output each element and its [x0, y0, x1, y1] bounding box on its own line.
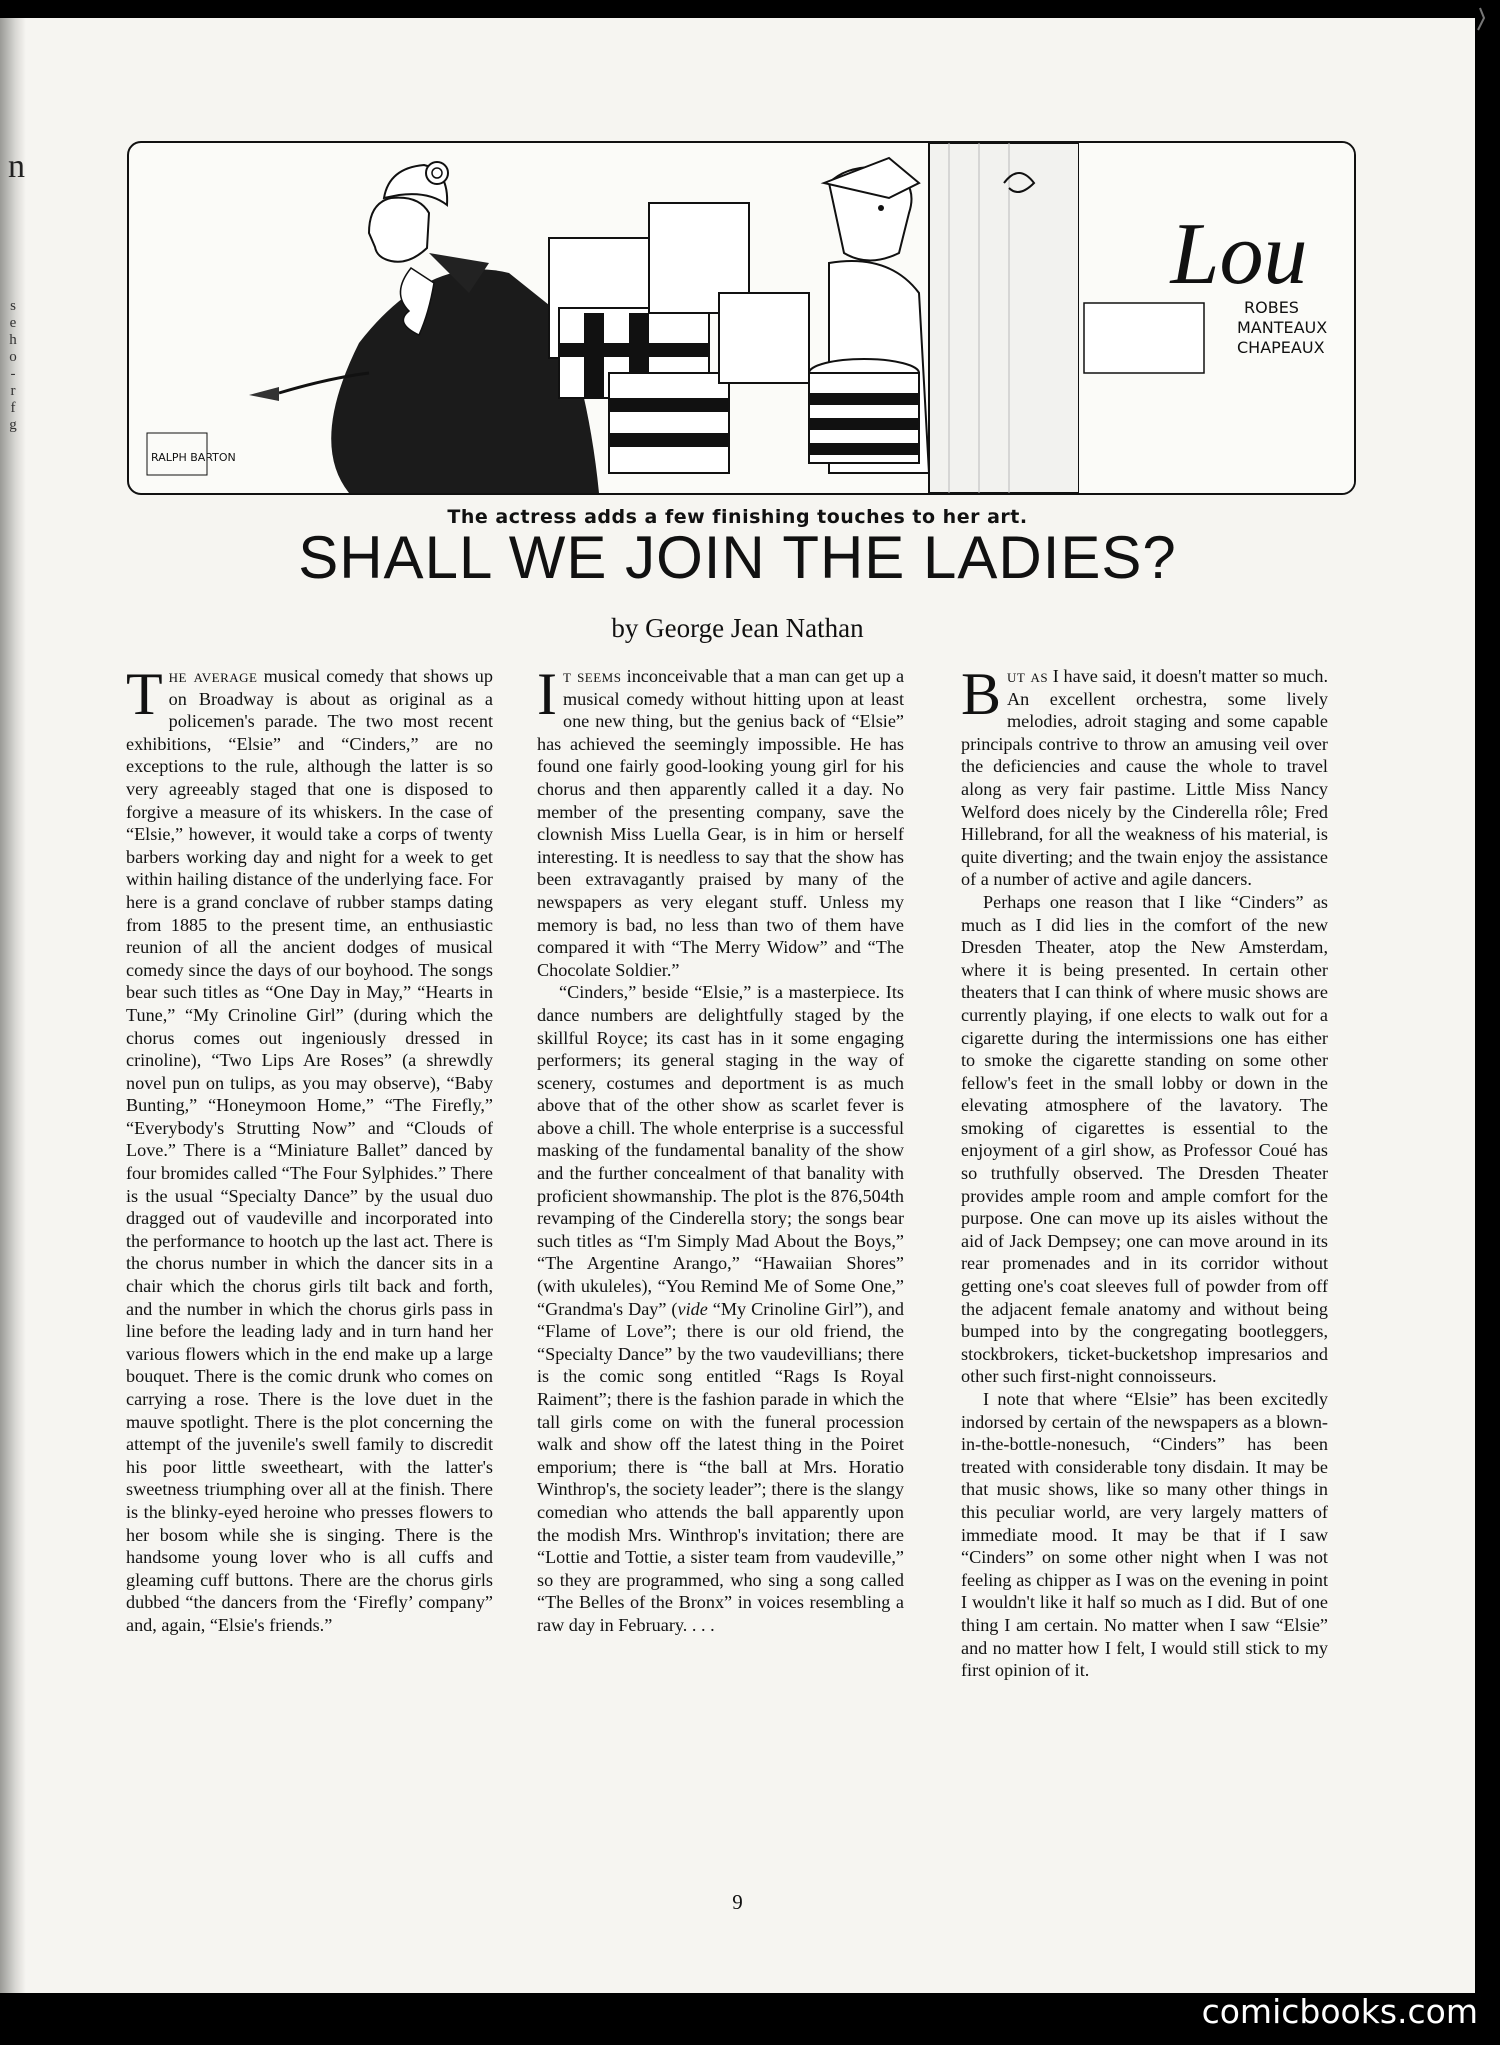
- shop-sign-line-2: MANTEAUX: [1237, 318, 1328, 337]
- page-number: 9: [732, 1890, 743, 1914]
- article-column-3: [961, 665, 1328, 1865]
- paragraph: [537, 665, 904, 981]
- lead-in: ut as: [1007, 666, 1049, 686]
- article-column-1: [126, 665, 493, 1865]
- illustration-caption: The actress adds a few finishing touches to her art.: [447, 506, 1028, 528]
- paragraph-text: I have said, it doesn't matter so much. An excellent orchestra, some lively melodies, adroit staging and some capable principals contrive to throw an amusing veil over the deficiencies and cause the whole to travel along as very fair pastime. Little Miss Nancy Welford does nicely by the Cinderella rôle; Fred Hillebrand, for all the weakness of his material, is quite diverting; and the twain enjoy the assistance of a number of active and agile dancers.: [961, 666, 1328, 890]
- shop-sign-line-3: CHAPEAUX: [1237, 338, 1325, 357]
- lead-in: t seems: [562, 666, 622, 686]
- paragraph: “Cinders,” beside “Elsie,” is a masterpiece. Its dance numbers are delightfully staged by the skillful Royce; its cast has in it some engaging performers; its general staging in the way of scenery, costumes and deportment is as much above that of the other show as scarlet fever is above a chill. The whole enterprise is a successful masking of the fundamental banality of the show and the further concealment of that banality with proficient showmanship. The plot is the 876,504th revamping of the Cinderella story; the songs bear such titles as “I'm Simply Mad About the Boys,” “The Argentine Arango,” “Hawaiian Shores” (with ukuleles), “You Remind Me of Some One,” “Grandma's Day” (vide “My Crinoline Girl”), and “Flame of Love”; there is our old friend, the “Specialty Dance” by the two vaudevillians; there is the comic song entitled “Rags Is Royal Raiment”; there is the fashion parade in which the tall girls come on with the funeral procession walk and show off the latest thing in the Poiret emporium; there is “the ball at Mrs. Horatio Winthrop's, the society leader”; there is the slangy comedian who attends the ball apparently upon the modish Mrs. Winthrop's invitation; there are “Lottie and Tottie, a sister team from vaudeville,” so they are programmed, who sing a song called “The Belles of the Bronx” in voices resembling a raw day in February. . . .: [537, 982, 904, 1635]
- scan-corner-mark: [1472, 6, 1490, 32]
- header-illustration: [127, 141, 1356, 495]
- article-title: SHALL WE JOIN THE LADIES?: [298, 524, 1177, 591]
- facing-page-fragments: s e h o - r f g: [9, 298, 17, 433]
- article-byline: by George Jean Nathan: [611, 613, 864, 643]
- paragraph: [961, 665, 1328, 891]
- article-column-2: [537, 665, 904, 1865]
- paragraph: Perhaps one reason that I like “Cinders” as much as I did lies in the comfort of the new Dresden Theater, atop the New Amsterdam, where it is being presented. In certain other theaters that I can think of where music shows are currently playing, if one elects to walk out for a cigarette during the intermissions one has either to smoke the cigarette standing on some other fellow's feet in the small lobby or down in the elevating atmosphere of the lavatory. The smoking of cigarettes is essential to the enjoyment of a girl show, as Professor Coué has so truthfully observed. The Dresden Theater provides ample room and ample comfort for the purpose. One can move up its aisles without the aid of Jack Dempsey; one can move around in its rear promenades and in its corridor without getting one's coat sleeves full of powder from off the adjacent female anatomy and without being bumped into by the congregating bootleggers, stockbrokers, ticket-bucketshop impresarios and other such first-night connoisseurs.: [961, 891, 1328, 1387]
- paragraph: [126, 665, 493, 1637]
- paragraph-text: inconceivable that a man can get up a musical comedy without hitting upon at least one new thing, but the genius back of “Elsie” has achieved the seemingly impossible. He has found one fairly good-looking young girl for his chorus and then apparently called it a day. No member of the presenting company, save the clownish Miss Luella Gear, is in him or herself interesting. It is needless to say that the show has been extravagantly praised by many of the newspapers as very elegant stuff. Unless my memory is bad, no less than two of them have compared it with “The Merry Widow” and “The Chocolate Soldier.”: [537, 666, 904, 980]
- drop-cap: B: [961, 665, 1002, 727]
- site-watermark: comicbooks.com: [1201, 1992, 1478, 2031]
- paragraph: I note that where “Elsie” has been excitedly indorsed by certain of the newspapers as a blown-in-the-bottle-nonesuch, “Cinders” has been treated with considerable tony disdain. It may be that music shows, like so many other things in this peculiar world, are very largely matters of immediate mood. It may be that if I saw “Cinders” on some other night when I was not feeling as chipper as I was on the evening in point I wouldn't like it half so much as I did. But of one thing I am certain. No matter when I saw “Elsie” and no matter how I felt, I would still stick to my first opinion of it.: [961, 1389, 1328, 1681]
- drop-cap: T: [126, 665, 163, 727]
- lead-in: he average: [168, 666, 258, 686]
- magazine-page: [0, 18, 1475, 1993]
- artist-signature: RALPH BARTON: [151, 451, 236, 464]
- shop-sign-line-1: ROBES: [1244, 298, 1299, 317]
- paragraph-text: musical comedy that shows up on Broadway is about as original as a policemen's parade. The two most recent exhibitions, “Elsie” and “Cinders,” are no exceptions to the rule, although the latter is so very agreeably staged that one is disposed to forgive a measure of its whiskers. In the case of “Elsie,” however, it would take a corps of twenty barbers working day and night for a week to get within hailing distance of the underlying face. For here is a grand conclave of rubber stamps dating from 1885 to the present time, an enthusiastic reunion of all the ancient dodges of musical comedy since the days of our boyhood. The songs bear such titles as “One Day in May,” “Hearts in Tune,” “My Crinoline Girl” (during which the chorus comes out ingeniously dressed in crinoline), “Two Lips Are Roses” (a shrewdly novel pun on tulips, as you may observe), “Baby Bunting,” “Honeymoon Home,” “The Firefly,” “Everybody's Strutting Now” and “Clouds of Love.” There is a “Miniature Ballet” danced by four bromides called “The Four Sylphides.” There is the usual “Specialty Dance” by the usual duo dragged out of vaudeville and incorporated into the performance to hootch up the last act. There is the chorus number in which the dancer sits in a chair which the chorus girls tilt back and forth, and the number in which the chorus girls pass in line before the leading lady and in turn hand her various flowers which in the end make up a large bouquet. There is the comic drunk who comes on carrying a rose. There is the love duet in the mauve spotlight. There is the plot concerning the attempt of the juvenile's swell family to discredit his poor little sweetheart, with the latter's sweetness triumphing over all at the finish. There is the blinky-eyed heroine who presses flowers to her bosom while she is singing. There is the handsome young lover who is all cuffs and gleaming cuff buttons. There are the chorus girls dubbed “the dancers from the ‘Firefly’ company” and, again, “Elsie's friends.”: [126, 666, 493, 1635]
- shop-sign-script: Lou: [1170, 206, 1308, 303]
- drop-cap: I: [537, 665, 557, 727]
- facing-page-letter: n: [8, 148, 25, 185]
